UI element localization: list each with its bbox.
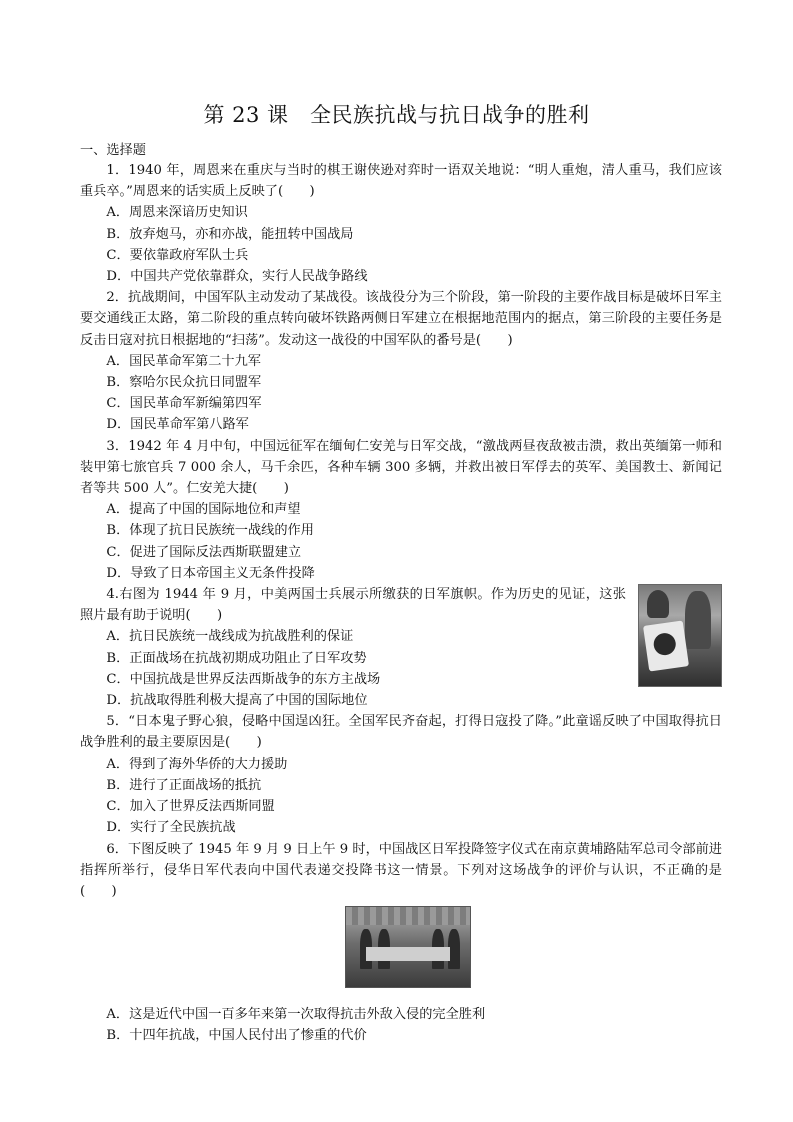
option-a: A．抗日民族统一战线成为抗战胜利的保证 (106, 629, 354, 645)
question-list (80, 160, 722, 1047)
soldiers-flag-photo-image (638, 584, 722, 687)
question-stem: 3．1942 年 4 月中旬，中国远征军在缅甸仁安羌与日军交战，“激战两昼夜敌被击溃，救出英缅第一师和装甲第七旅官兵 7 000 余人，马千余匹，各种车辆 300 多辆，并救出被日军俘去的英军、美国教士、新闻记者等共 500 人”。仁安羌大捷( ) (80, 438, 722, 497)
option-d: D．国民革命军第八路军 (106, 417, 249, 433)
option-d: D．抗战取得胜利极大提高了中国的国际地位 (106, 693, 368, 709)
section-heading: 一、选择题 (80, 143, 146, 158)
option-b: B．正面战场在抗战初期成功阻止了日军攻势 (106, 650, 367, 666)
question-2 (80, 287, 722, 435)
option-a: A．国民革命军第二十九军 (106, 353, 261, 369)
option-b: B．体现了抗日民族统一战线的作用 (106, 523, 314, 539)
option-d: D．实行了全民族抗战 (106, 820, 236, 836)
question-stem: 1．1940 年，周恩来在重庆与当时的棋王谢侠逊对弈时一语双关地说：“明人重炮，清人重马，我们应该重兵卒。”周恩来的话实质上反映了( ) (80, 163, 722, 200)
option-d: D．中国共产党依靠群众，实行人民战争路线 (106, 269, 368, 285)
option-b: B．进行了正面战场的抵抗 (106, 777, 262, 793)
option-a: A．周恩来深谙历史知识 (106, 205, 248, 221)
question-4 (80, 584, 722, 711)
option-b: B．十四年抗战，中国人民付出了惨重的代价 (106, 1028, 367, 1044)
option-a: A．提高了中国的国际地位和声望 (106, 502, 301, 518)
option-c: C．要依靠政府军队士兵 (106, 247, 249, 263)
flag-photo (638, 584, 722, 687)
option-a: A．这是近代中国一百多年来第一次取得抗击外敌入侵的完全胜利 (106, 1007, 486, 1023)
question-stem: 5．“日本鬼子野心狼，侵略中国逞凶狂。全国军民齐奋起，打得日寇投了降。”此童谣反映了中国取得抗日战争胜利的最主要原因是( ) (80, 714, 722, 751)
question-stem: 4.右图为 1944 年 9 月，中美两国士兵展示所缴获的日军旗帜。作为历史的见证，这张照片最有助于说明( ) (80, 587, 626, 624)
question-3 (80, 436, 722, 584)
question-5 (80, 711, 722, 838)
option-b: B．察哈尔民众抗日同盟军 (106, 375, 262, 391)
option-b: B．放弃炮马，亦和亦战，能扭转中国战局 (106, 226, 354, 242)
option-d: D．导致了日本帝国主义无条件投降 (106, 565, 315, 581)
question-1 (80, 160, 722, 287)
question-stem: 2．抗战期间，中国军队主动发动了某战役。该战役分为三个阶段，第一阶段的主要作战目标是破坏日军主要交通线正太路，第二阶段的重点转向破坏铁路两侧日军建立在根据地范围内的据点，第三阶段的主要任务是反击日寇对抗日根据地的“扫荡”。发动这一战役的中国军队的番号是( ) (80, 290, 722, 348)
surrender-photo (80, 906, 722, 998)
question-stem: 6．下图反映了 1945 年 9 月 9 日上午 9 时，中国战区日军投降签字仪式在南京黄埔路陆军总司令部前进指挥所举行，侵华日军代表向中国代表递交投降书这一情景。下列对这场战争的评价与认识，不正确的是( ) (80, 841, 722, 899)
surrender-ceremony-photo-image (345, 906, 471, 988)
option-c: C．促进了国际反法西斯联盟建立 (106, 544, 302, 560)
page-title: 第 23 课 全民族抗战与抗日战争的胜利 (203, 103, 590, 127)
option-c: C．中国抗战是世界反法西斯战争的东方主战场 (106, 671, 381, 687)
option-c: C．国民革命军新编第四军 (106, 396, 262, 412)
option-c: C．加入了世界反法西斯同盟 (106, 799, 275, 815)
question-6 (80, 839, 722, 1047)
option-a: A．得到了海外华侨的大力援助 (106, 756, 288, 772)
